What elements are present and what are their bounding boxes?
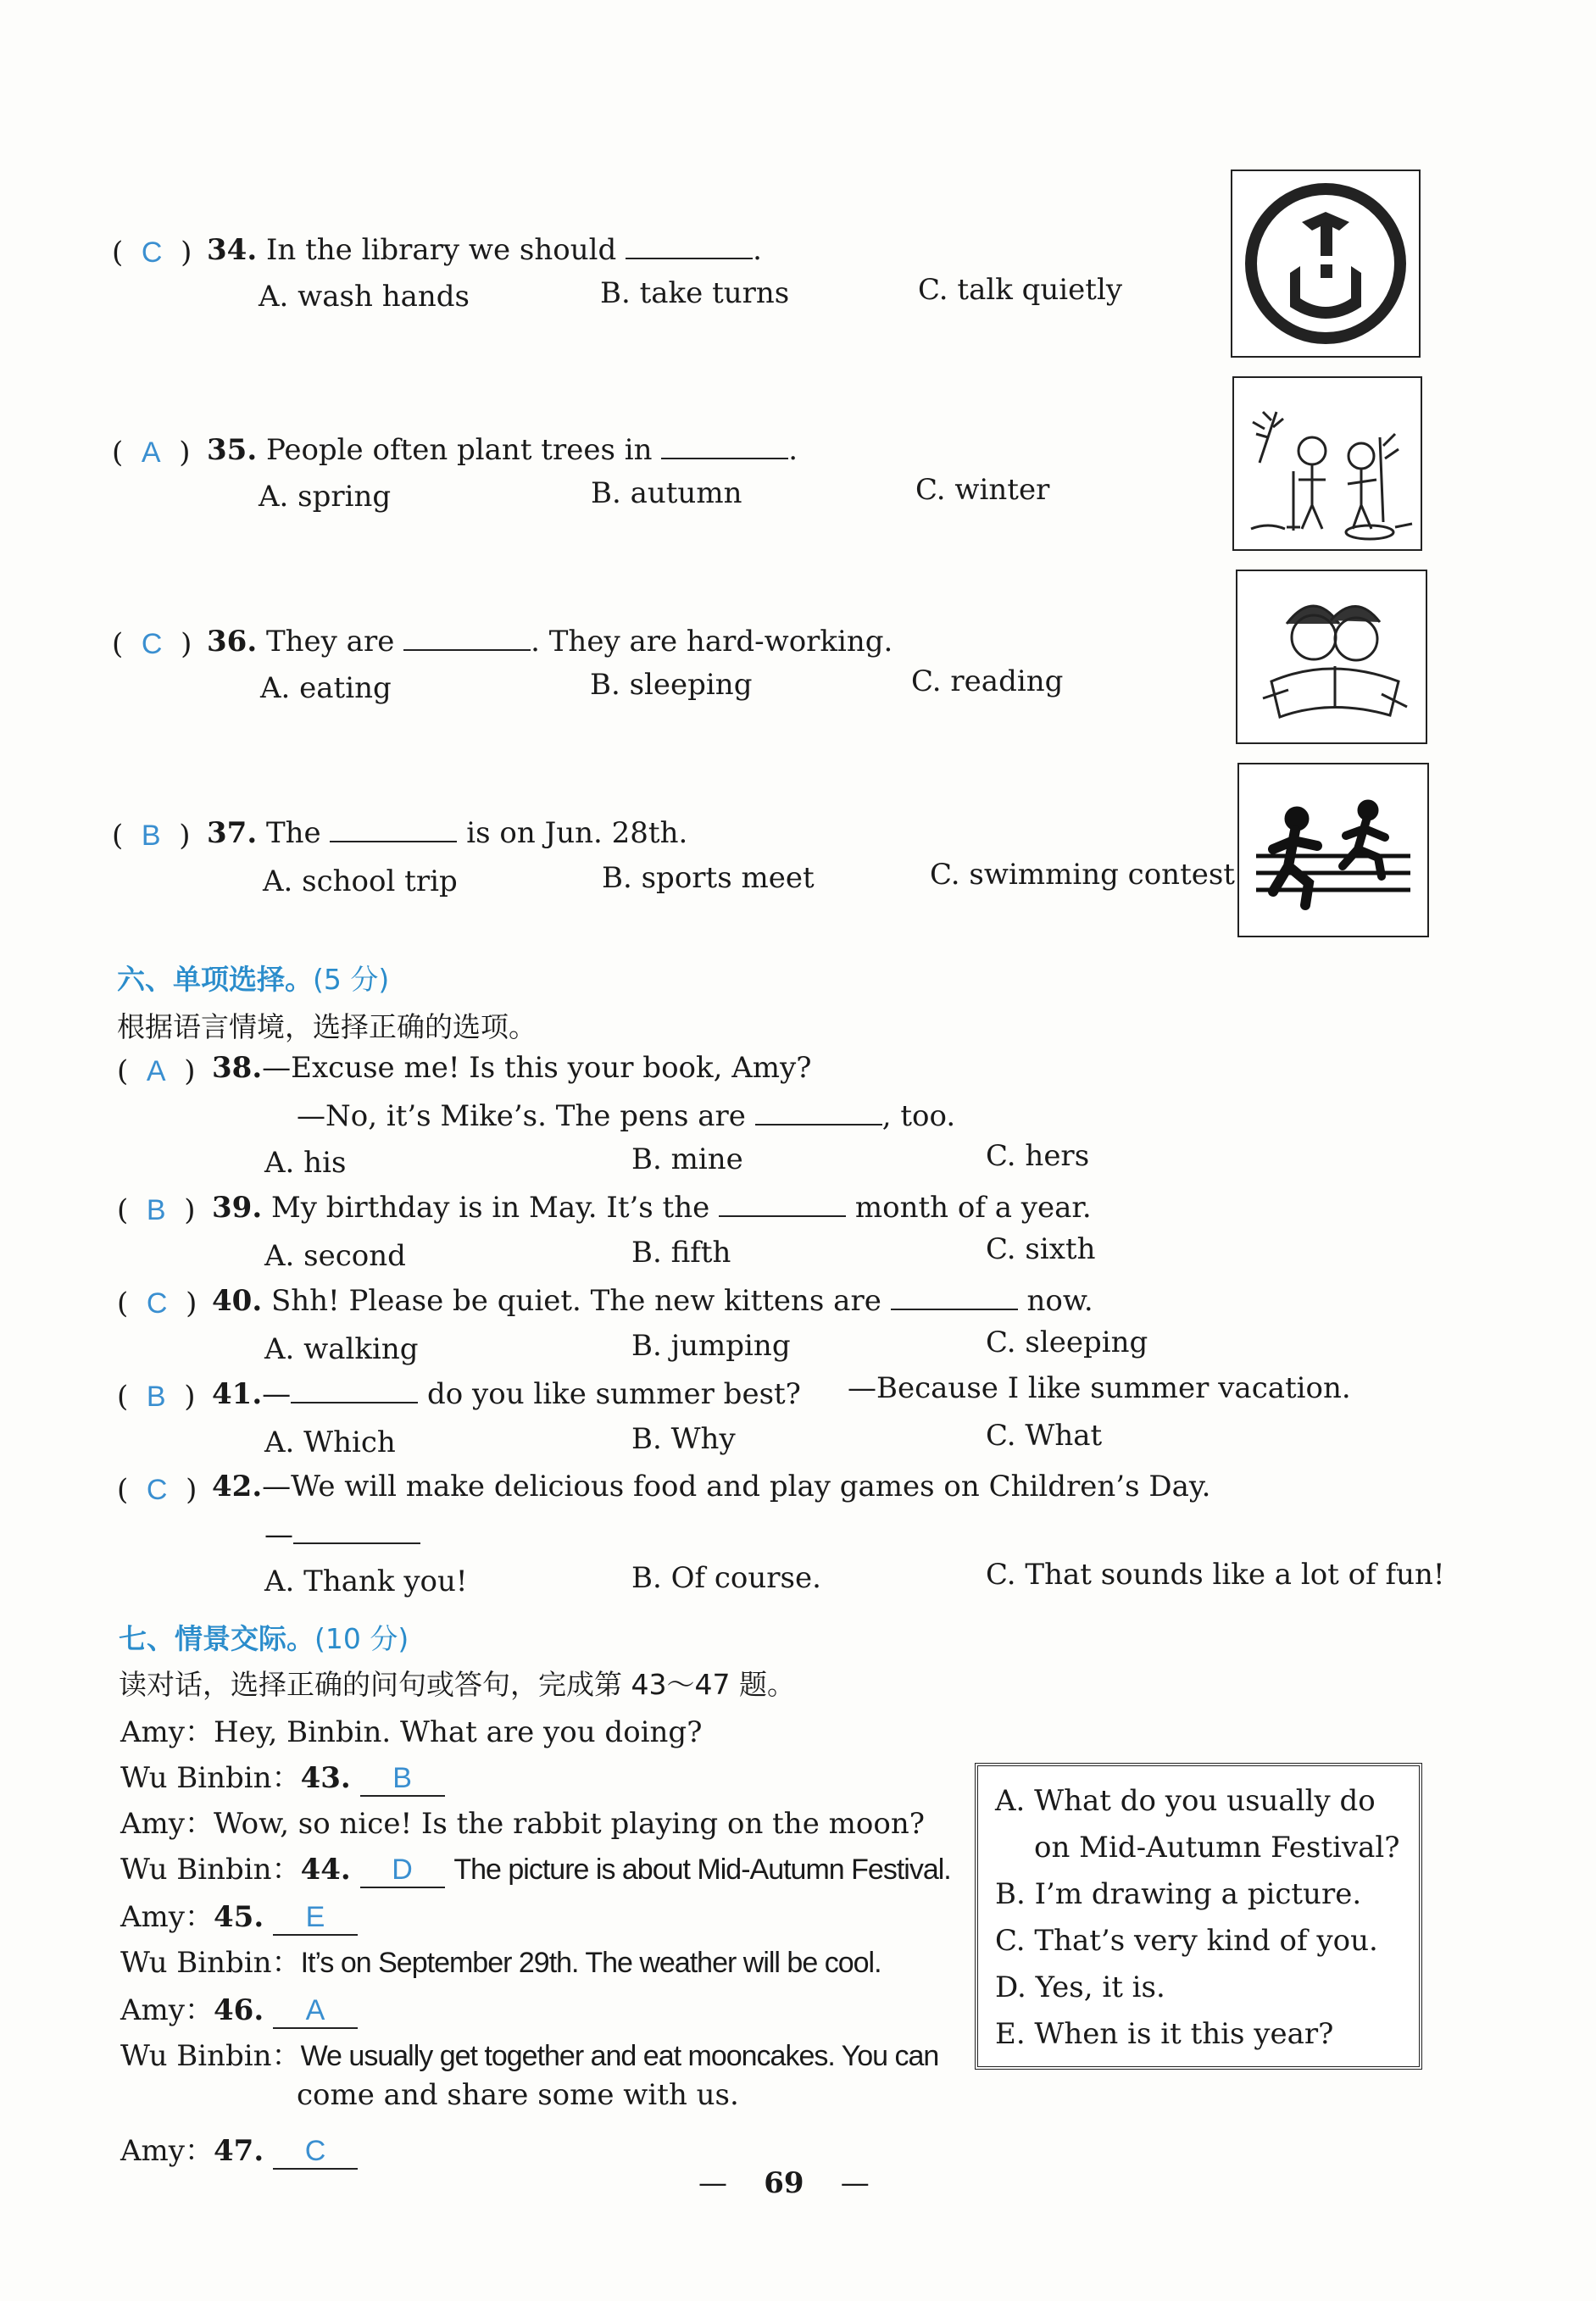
speaker: Amy： — [120, 1900, 214, 1934]
option-c: C. winter — [915, 473, 1050, 507]
blank — [626, 232, 753, 259]
option-box — [975, 1763, 1422, 2070]
answer-paren: ( C ) — [117, 1473, 197, 1507]
question-number: 35. — [207, 433, 258, 467]
question-41-reply: —Because I like summer vacation. — [848, 1371, 1351, 1405]
speaker: Amy： — [120, 1715, 214, 1749]
question-number: 44. — [300, 1853, 351, 1887]
question-number: 47. — [214, 2134, 264, 2168]
answer-letter: A — [141, 436, 161, 469]
dialogue-line — [120, 1709, 702, 1750]
question-38-line-2 — [297, 1098, 955, 1133]
dialogue-text: Wow, so nice! Is the rabbit playing on the moon? — [214, 1807, 925, 1841]
option-b: B. Why — [631, 1422, 736, 1456]
question-text: Shh! Please be quiet. The new kittens are — [270, 1284, 881, 1318]
question-text-after: . — [753, 233, 762, 267]
option-c: C. That sounds like a lot of fun! — [986, 1558, 1445, 1592]
option-c: C. reading — [911, 664, 1064, 698]
answer-paren: ( C ) — [112, 627, 192, 661]
answer-letter: B — [146, 1194, 166, 1226]
section-title: 七、情景交际。 — [119, 1622, 314, 1655]
question-number: 39. — [212, 1191, 263, 1225]
answer-paren: ( C ) — [112, 236, 192, 270]
dialogue-line-continued: come and share some with us. — [297, 2078, 739, 2112]
answer-blank: C — [273, 2135, 358, 2170]
question-number: 43. — [300, 1761, 351, 1795]
question-number: 45. — [214, 1900, 264, 1934]
option-b: B. I’m drawing a picture. — [995, 1877, 1362, 1911]
answer-paren: ( A ) — [112, 436, 191, 470]
library-sign-icon — [1231, 170, 1421, 358]
blank — [403, 624, 531, 651]
option-a: A. spring — [259, 480, 392, 514]
option-a: A. his — [264, 1146, 347, 1180]
answer-letter: C — [141, 628, 163, 660]
question-35 — [207, 432, 798, 467]
option-b: B. Of course. — [631, 1561, 821, 1595]
answer-blank: B — [360, 1762, 445, 1797]
option-b: B. fifth — [631, 1236, 731, 1270]
speaker: Wu Binbin： — [120, 1946, 301, 1980]
answer-blank: A — [273, 1994, 358, 2029]
question-number: 46. — [214, 1993, 264, 2027]
question-text-after: do you like summer best? — [426, 1377, 801, 1411]
page-dash-left: — — [698, 2166, 727, 2200]
question-text-after: is on Jun. 28th. — [466, 816, 688, 850]
option-a-line-2: on Mid-Autumn Festival? — [1034, 1831, 1400, 1865]
answer-paren: ( B ) — [117, 1380, 196, 1414]
option-c: C. sixth — [986, 1232, 1096, 1266]
page-footer — [698, 2166, 870, 2200]
option-b: B. jumping — [631, 1329, 791, 1363]
question-34 — [207, 232, 762, 267]
dialogue-text: Hey, Binbin. What are you doing? — [214, 1715, 703, 1749]
speaker: Amy： — [120, 1807, 214, 1841]
option-d: D. Yes, it is. — [995, 1970, 1165, 2004]
blank — [891, 1283, 1018, 1310]
option-c: C. That’s very kind of you. — [995, 1924, 1378, 1958]
option-a: A. second — [264, 1239, 406, 1273]
question-text-after: , too. — [881, 1099, 956, 1133]
question-42-line-2 — [264, 1517, 420, 1552]
answer-paren: ( B ) — [117, 1193, 196, 1227]
speaker: Wu Binbin： — [120, 2039, 301, 2073]
question-text: —No, it’s Mike’s. The pens are — [297, 1099, 746, 1133]
question-text: The — [265, 816, 321, 850]
option-c: C. swimming contest — [930, 858, 1235, 892]
section-7-instruction: 读对话，选择正确的问句或答句，完成第 43～47 题。 — [119, 1668, 795, 1701]
blank — [755, 1098, 882, 1125]
question-text-after: . They are hard-working. — [531, 625, 893, 659]
question-line-1: —Excuse me! Is this your book, Amy? — [262, 1051, 812, 1085]
section-6-instruction: 根据语言情境，选择正确的选项。 — [117, 1010, 537, 1043]
running-race-icon — [1237, 763, 1429, 937]
question-number: 41. — [212, 1377, 263, 1411]
option-c: C. hers — [986, 1139, 1090, 1173]
blank — [330, 815, 457, 842]
question-number: 37. — [207, 816, 258, 850]
question-number: 36. — [207, 625, 258, 659]
section-6-heading — [117, 958, 389, 998]
question-number: 38. — [212, 1051, 263, 1085]
answer-letter: A — [146, 1055, 166, 1087]
children-planting-trees-icon — [1232, 376, 1422, 551]
question-text: In the library we should — [265, 233, 617, 267]
option-a-line-1: A. What do you usually do — [995, 1784, 1376, 1818]
blank — [661, 432, 788, 459]
children-reading-icon — [1236, 570, 1427, 744]
page-dash-right: — — [840, 2166, 870, 2200]
option-c: C. sleeping — [986, 1326, 1148, 1359]
answer-blank: E — [273, 1901, 358, 1936]
question-37 — [207, 815, 687, 850]
blank — [719, 1190, 846, 1217]
answer-paren: ( B ) — [112, 819, 191, 853]
dialogue-text: We usually get together and eat mooncakes. You can — [300, 2040, 939, 2072]
answer-blank: D — [360, 1854, 445, 1888]
option-a: A. school trip — [263, 864, 458, 898]
question-number: 42. — [212, 1470, 263, 1503]
option-a: A. eating — [260, 671, 392, 705]
option-a: A. Thank you! — [264, 1565, 468, 1598]
dialogue-line — [120, 2127, 358, 2170]
blank — [291, 1376, 418, 1403]
option-b: B. mine — [631, 1142, 743, 1176]
question-38 — [212, 1051, 811, 1085]
dialogue-line — [120, 1754, 445, 1797]
question-text: They are — [265, 625, 395, 659]
answer-letter: C — [146, 1474, 168, 1506]
question-36 — [207, 624, 893, 659]
page-number: 69 — [764, 2166, 804, 2200]
question-39 — [212, 1190, 1092, 1225]
option-a: A. walking — [264, 1332, 419, 1366]
answer-paren: ( A ) — [117, 1054, 196, 1088]
option-e: E. When is it this year? — [995, 2017, 1334, 2051]
option-a: A. Which — [264, 1426, 396, 1459]
blank — [293, 1517, 420, 1544]
option-c: C. talk quietly — [918, 273, 1123, 307]
question-line-1: —We will make delicious food and play games on Children’s Day. — [262, 1470, 1211, 1503]
answer-letter: C — [141, 236, 163, 269]
answer-letter: C — [146, 1287, 168, 1320]
dialogue-line — [120, 1846, 951, 1888]
question-text: — — [262, 1377, 292, 1411]
option-a: A. wash hands — [259, 280, 470, 314]
dialogue-line — [120, 1987, 358, 2029]
question-text: My birthday is in May. It’s the — [270, 1191, 710, 1225]
option-b: B. sleeping — [590, 668, 753, 702]
question-text: — — [264, 1518, 293, 1552]
question-text-after: now. — [1026, 1284, 1093, 1318]
question-number: 40. — [212, 1284, 263, 1318]
section-title: 六、单项选择。 — [117, 963, 313, 996]
question-text-after: . — [788, 433, 798, 467]
dialogue-text: The picture is about Mid-Autumn Festival. — [453, 1854, 951, 1886]
dialogue-line — [120, 2032, 938, 2074]
speaker: Amy： — [120, 1993, 214, 2027]
dialogue-line — [120, 1800, 925, 1842]
question-40 — [212, 1283, 1093, 1318]
speaker: Wu Binbin： — [120, 1853, 301, 1887]
section-points: (10 分) — [314, 1622, 409, 1655]
option-b: B. sports meet — [602, 861, 815, 895]
question-text: People often plant trees in — [265, 433, 653, 467]
option-c: C. What — [986, 1419, 1103, 1453]
speaker: Wu Binbin： — [120, 1761, 301, 1795]
option-b: B. take turns — [600, 276, 790, 310]
answer-letter: B — [141, 820, 161, 852]
answer-paren: ( C ) — [117, 1287, 197, 1320]
dialogue-text: It’s on September 29th. The weather will be cool. — [300, 1947, 881, 1979]
section-points: (5 分) — [313, 963, 390, 996]
question-42 — [212, 1470, 1210, 1503]
question-number: 34. — [207, 233, 258, 267]
question-41 — [212, 1376, 801, 1411]
answer-letter: B — [146, 1381, 166, 1413]
question-text-after: month of a year. — [854, 1191, 1092, 1225]
speaker: Amy： — [120, 2134, 214, 2168]
section-7-heading — [119, 1617, 409, 1657]
dialogue-line — [120, 1939, 881, 1981]
option-b: B. autumn — [591, 476, 742, 510]
dialogue-line — [120, 1893, 358, 1936]
